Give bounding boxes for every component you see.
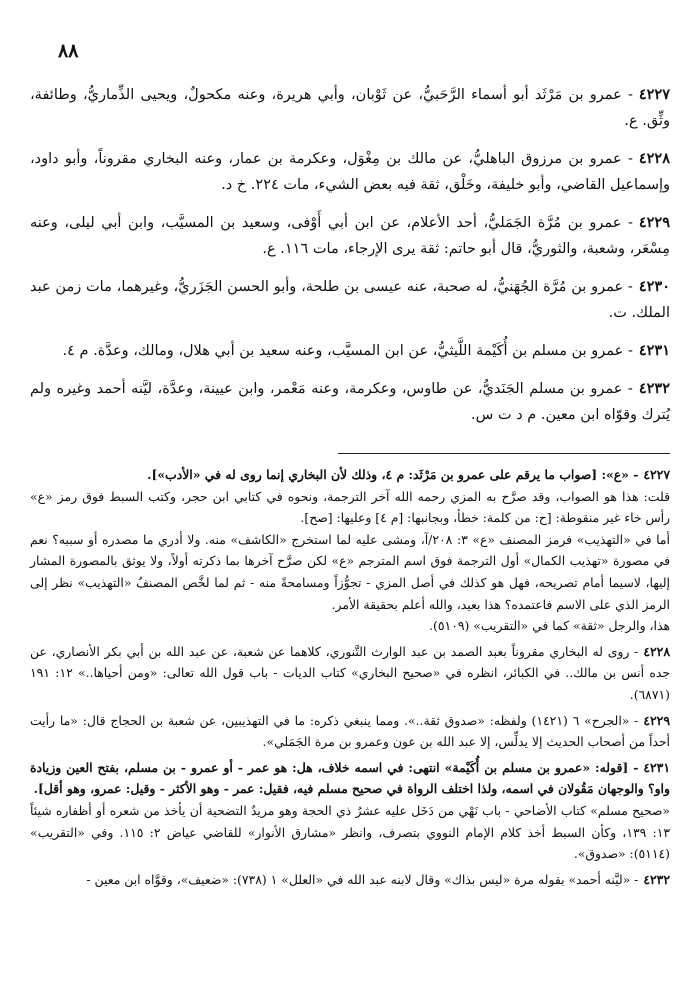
note-paragraph <box>30 869 670 891</box>
footnote-separator <box>338 453 670 454</box>
entry-4229 <box>30 210 670 262</box>
entry-4232 <box>30 376 670 428</box>
entry-number: ٤٢٢٨ <box>638 150 670 167</box>
note-text: - روى له البخاري مقروناً بعبد الصمد بن عبد الوارث التَّنوري، كلاهما عن شعبة، عن عبد الله بن أبي بكر الأنصاري، عن جده أنس بن مالك.. في الكبائر، انظره في «صحيح البخاري» كتاب الديات - باب قول الله تعالى: «ومن أحياها..» ١٢: ١٩١ (٦٨٧١). <box>30 643 670 702</box>
note-paragraph: أما في «التهذيب» فرمز المصنف «ع» ٣: ٢٠٨/آ، ومشى عليه لما استخرج «الكاشف» منه. ولا أدري ما مصدره أو سببه؟ نعم في مصورة «تهذيب الكمال» أول الترجمة فوق اسم المترجم «ع» لكن صرَّح آخرها بما ذكرته أولاً، ولا يوثق بالمصورة المشار إليها، لاسيما أمام تصريحه، فهل هو كذلك في أصل المزي - تجوُّزاً ومسامحةً منه - ثم لما لخَّص المصنفُ «التهذيب» نظر إلى الرمز الذي على الاسم فاعتمده؟ هذا بعيد، والله أعلم بحقيقة الأمر. <box>30 531 670 612</box>
note-text: - [قوله: «عمرو بن مسلم بن أُكَيْمة» انتهى: في اسمه خلاف، هل: هو عمر - أو عمرو - بن مسلم، بفتح العين وزيادة واو؟ والوجهان مَقُولان في اسمه، ولذا اختلف الرواة في صحيح مسلم فيه، فقيل: عمر - وهو الأكثر - وقيل: عمرو، وهو أقل]. <box>30 759 670 797</box>
note-text: - «ليَّنه أحمد» بقوله مرة «ليس بذاك» وقال لابنه عبد الله في «العلل» ١ (٧٣٨): «ضعيف»، وقوَّاه ابن معين - <box>86 871 639 887</box>
note-4232 <box>30 869 670 891</box>
note-paragraph: «صحيح مسلم» كتاب الأضاحي - باب نَهْي من دَخَل عليه عشرُ ذي الحجة وهو مريدٌ التضحية أن يأخذ من شعره أو أظفاره شيئاً ١٣: ١٣٩، وكأن السبط أخذ كلام الإمام النووي بتصرف، وانظر «مشارق الأنوار» للقاضي عياض ٢: ١١٥. وفي «التقريب» (٥١١٤): «صدوق». <box>30 802 670 862</box>
note-4227 <box>30 464 670 637</box>
footnotes <box>30 464 670 894</box>
note-4231 <box>30 757 670 865</box>
note-4229 <box>30 710 670 753</box>
note-text: - «الجرح» ٦ (١٤٢١) ولفظه: «صدوق ثقة..». ومما ينبغي ذكره: ما في التهذيبين، عن شعبة بن الحجاج قال: «ما رأيت أحداً من أصحاب الحديث إلا يدلِّس، إلا عبد الله بن عون وعمرو بن مرة الجَمَلي». <box>30 712 670 750</box>
note-text: - «ع»: [صواب ما يرقم على عمرو بن مَرْثَد: م ٤، وذلك لأن البخاري إنما روى له في «الأدب»]. <box>147 467 639 482</box>
entry-text: - عمرو بن مُرَّة الجُهَنيُّ، له صحبة، عنه عيسى بن طلحة، وأبو الحسن الجَزَريُّ، وغيرهما، مات زمن عبد الملك. ت. <box>30 279 670 321</box>
entry-text: - عمرو بن مُرَّة الجَمَليُّ، أحد الأعلام، عن ابن أبي أَوْفى، وسعيد بن المسيَّب، وابن أبي ليلى، وعنه مِسْعَر، وشعبة، والثوريُّ، قال أبو حاتم: ثقة يرى الإرجاء، مات ١١٦. ع. <box>30 215 670 257</box>
entry-text: - عمرو بن مسلم بن أُكَيْمة اللَّيثيُّ، عن ابن المسيَّب، وعنه سعيد بن أبي هلال، ومالك، وعدَّة. م ٤. <box>62 343 633 359</box>
note-paragraph <box>30 710 670 753</box>
entry-number: ٤٢٣١ <box>638 342 670 359</box>
note-paragraph: هذا، والرجل «ثقة» كما في «التقريب» (٥١٠٩). <box>429 618 670 634</box>
page-number: ٨٨ <box>58 40 79 62</box>
entry-4228 <box>30 146 670 198</box>
entry-text: - عمرو بن مَرْثَد أبو أسماء الرَّحَبيُّ، عن ثَوْبان، وأبي هريرة، وعنه مكحولٌ، ويحيى الذِّماريُّ، وطائفة، وثِّق. ع. <box>30 87 670 129</box>
entry-4231 <box>30 338 670 364</box>
note-paragraph <box>30 641 670 706</box>
note-number: ٤٢٣٢ <box>643 871 670 887</box>
entry-number: ٤٢٣٢ <box>638 380 670 397</box>
note-paragraph <box>30 757 670 800</box>
note-paragraph: قلت: هذا هو الصواب، وقد صرَّح به المزي رحمه الله آخر الترجمة، ونحوه في كتابي ابن حجر، وكتب السبط فوق رمز «ع» رأس خاء غير منقوطة: [ح: من كلمة: خطأ، وبجانبها: [م ٤] وعليها: [صح]. <box>30 488 670 526</box>
entry-4230 <box>30 274 670 326</box>
entry-4227 <box>30 82 670 134</box>
note-number: ٤٢٢٧ <box>643 467 670 482</box>
note-number: ٤٢٢٨ <box>643 643 670 659</box>
note-paragraph <box>30 464 670 486</box>
note-number: ٤٢٢٩ <box>643 712 670 728</box>
entry-number: ٤٢٢٩ <box>638 214 670 231</box>
entry-text: - عمرو بن مرزوق الباهليُّ، عن مالك بن مِغْوَل، وعكرمة بن عمار، وعنه البخاري مقروناً، وأبو داود، وإسماعيل القاضي، وأبو خليفة، وخَلْق، ثقة فيه بعض الشيء، مات ٢٢٤. خ د. <box>30 151 670 193</box>
main-entries <box>30 82 670 440</box>
entry-number: ٤٢٢٧ <box>638 86 670 103</box>
entry-number: ٤٢٣٠ <box>638 278 670 295</box>
note-4228 <box>30 641 670 706</box>
note-number: ٤٢٣١ <box>643 759 670 775</box>
entry-text: - عمرو بن مسلم الجَنَديُّ، عن طاوس، وعكرمة، وعنه مَعْمر، وابن عيينة، وعدَّة، ليَّنه أحمد وغيره ولم يُترك وقوّاه ابن معين. م د ت س. <box>30 381 670 423</box>
